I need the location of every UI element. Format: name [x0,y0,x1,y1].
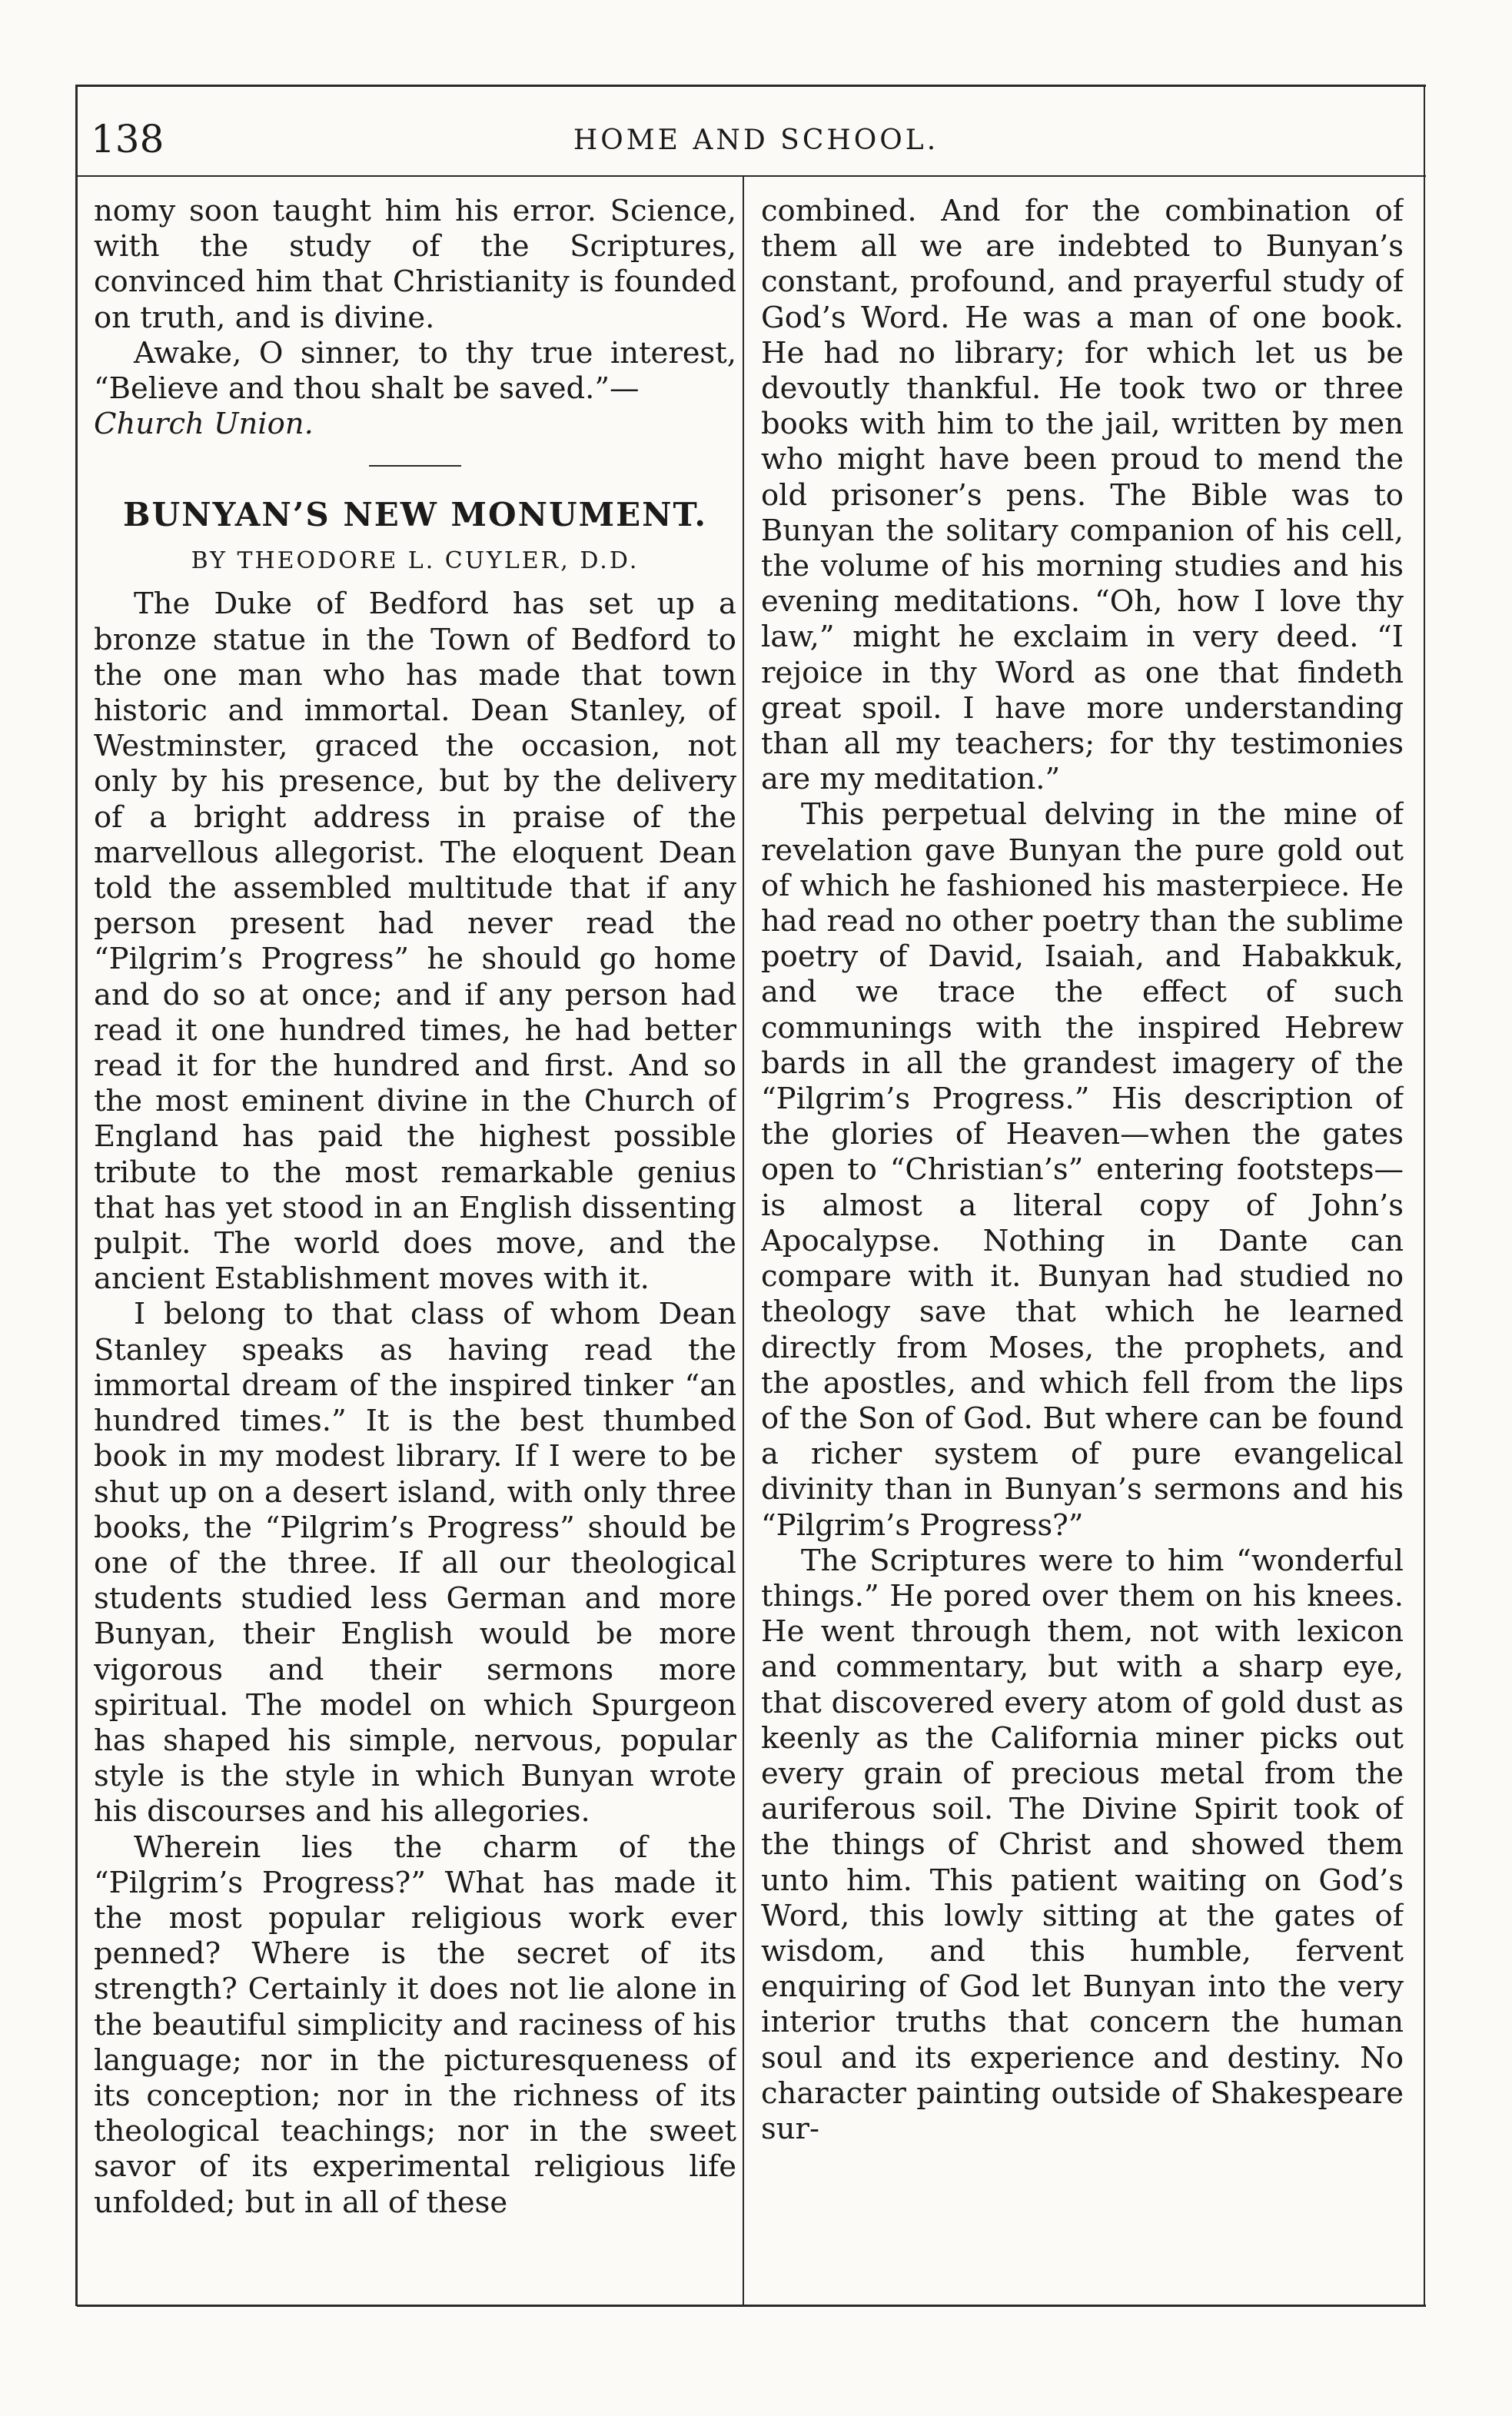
header-rule [77,175,1426,177]
article-title: BUNYAN’S NEW MONUMENT. [122,496,707,534]
paragraph: This perpetual delving in the mine of revelation gave Bunyan the pure gold out of which he fashioned his masterpiece. He had read no other poetry than the sublime poetry of David, Isaiah, and Habakkuk, and we trace the effect of such communings with the inspired Hebrew bards in all the grandest imagery of the “Pilgrim’s Progress.” His description of the glories of Heaven—when the gates open to “Christian’s” entering footsteps—is almost a literal copy of John’s Apocalypse. Nothing in Dante can compare with it. Bunyan had studied no theology save that which he learned directly from Moses, the prophets, and the apostles, and which fell from the lips of the Son of God. But where can be found a richer system of pure evangelical divinity than in Bunyan’s sermons and his “Pilgrim’s Progress?” [761,797,1404,1543]
paragraph: The Duke of Bedford has set up a bronze statue in the Town of Bedford to the one man who has made that town historic and immortal. Dean Stanley, of Westminster, graced the occasion, not only by his presence, but by the delivery of a bright address in praise of the marvellous allegorist. The eloquent Dean told the assembled multitude that if any person present had never read the “Pilgrim’s Progress” he should go home and do so at once; and if any person had read it one hundred times, he had better read it for the hundred and first. And so the most eminent divine in the Church of England has paid the highest possible tribute to the most remarkable genius that has yet stood in an English dissenting pulpit. The world does move, and the ancient Establishment moves with it. [94,587,736,1297]
paragraph: Wherein lies the charm of the “Pilgrim’s Progress?” What has made it the most popular religious work ever penned? Where is the secret of its strength? Certainly it does not lie alone in the beautiful simplicity and raciness of his language; nor in the picturesqueness of its conception; nor in the richness of its theological teachings; nor in the sweet savor of its experimental religious life unfolded; but in all of these [94,1829,736,2220]
source-credit: Church Union. [94,407,314,442]
left-column [94,194,736,2300]
paragraph: I belong to that class of whom Dean Stanley speaks as having read the immortal dream of the inspired tinker “an hundred times.” It is the best thumbed book in my modest library. If I were to be shut up on a desert island, with only three books, the “Pilgrim’s Progress” should be one of the three. If all our theological students studied less German and more Bunyan, their English would be more vigorous and their sermons more spiritual. The model on which Spurgeon has shaped his simple, nervous, popular style is the style in which Bunyan wrote his discourses and his allegories. [94,1297,736,1829]
paragraph: Awake, O sinner, to thy true interest, “Believe and thou shalt be saved.”— [94,335,736,407]
column-divider-rule [743,175,744,2305]
right-border-rule [1424,85,1425,2306]
right-column [761,194,1404,2300]
section-separator [369,465,461,467]
running-head: HOME AND SCHOOL. [573,125,939,156]
article-byline: BY THEODORE L. CUYLER, D.D. [191,547,640,575]
paragraph: The Scriptures were to him “wonderful things.” He pored over them on his knees. He went through them, not with lexicon and commentary, but with a sharp eye, that discovered every atom of gold dust as keenly as the California miner picks out every grain of precious metal from the auriferous soil. The Divine Spirit took of the things of Christ and showed them unto him. This patient waiting on God’s Word, this lowly sitting at the gates of wisdom, and this humble, fervent enquiring of God let Bunyan into the very interior truths that concern the human soul and its experience and destiny. No character painting outside of Shakespeare sur- [761,1543,1404,2146]
left-border-rule [75,85,78,2306]
continued-paragraph: combined. And for the combination of them all we are indebted to Bunyan’s constant, profound, and prayerful study of God’s Word. He was a man of one book. He had no library; for which let us be devoutly thankful. He took two or three books with him to the jail, written by men who might have been proud to mend the old prisoner’s pens. The Bible was to Bunyan the solitary companion of his cell, the volume of his morning studies and his evening meditations. “Oh, how I love thy law,” might he exclaim in very deed. “I rejoice in thy Word as one that findeth great spoil. I have more understanding than all my teachers; for thy testimonies are my meditation.” [761,194,1404,797]
bottom-border-rule [77,2305,1426,2307]
page-number: 138 [91,117,164,161]
top-border-rule [77,85,1426,87]
continued-paragraph: nomy soon taught him his error. Science, with the study of the Scriptures, convinced him that Christianity is founded on truth, and is divine. [94,194,736,335]
